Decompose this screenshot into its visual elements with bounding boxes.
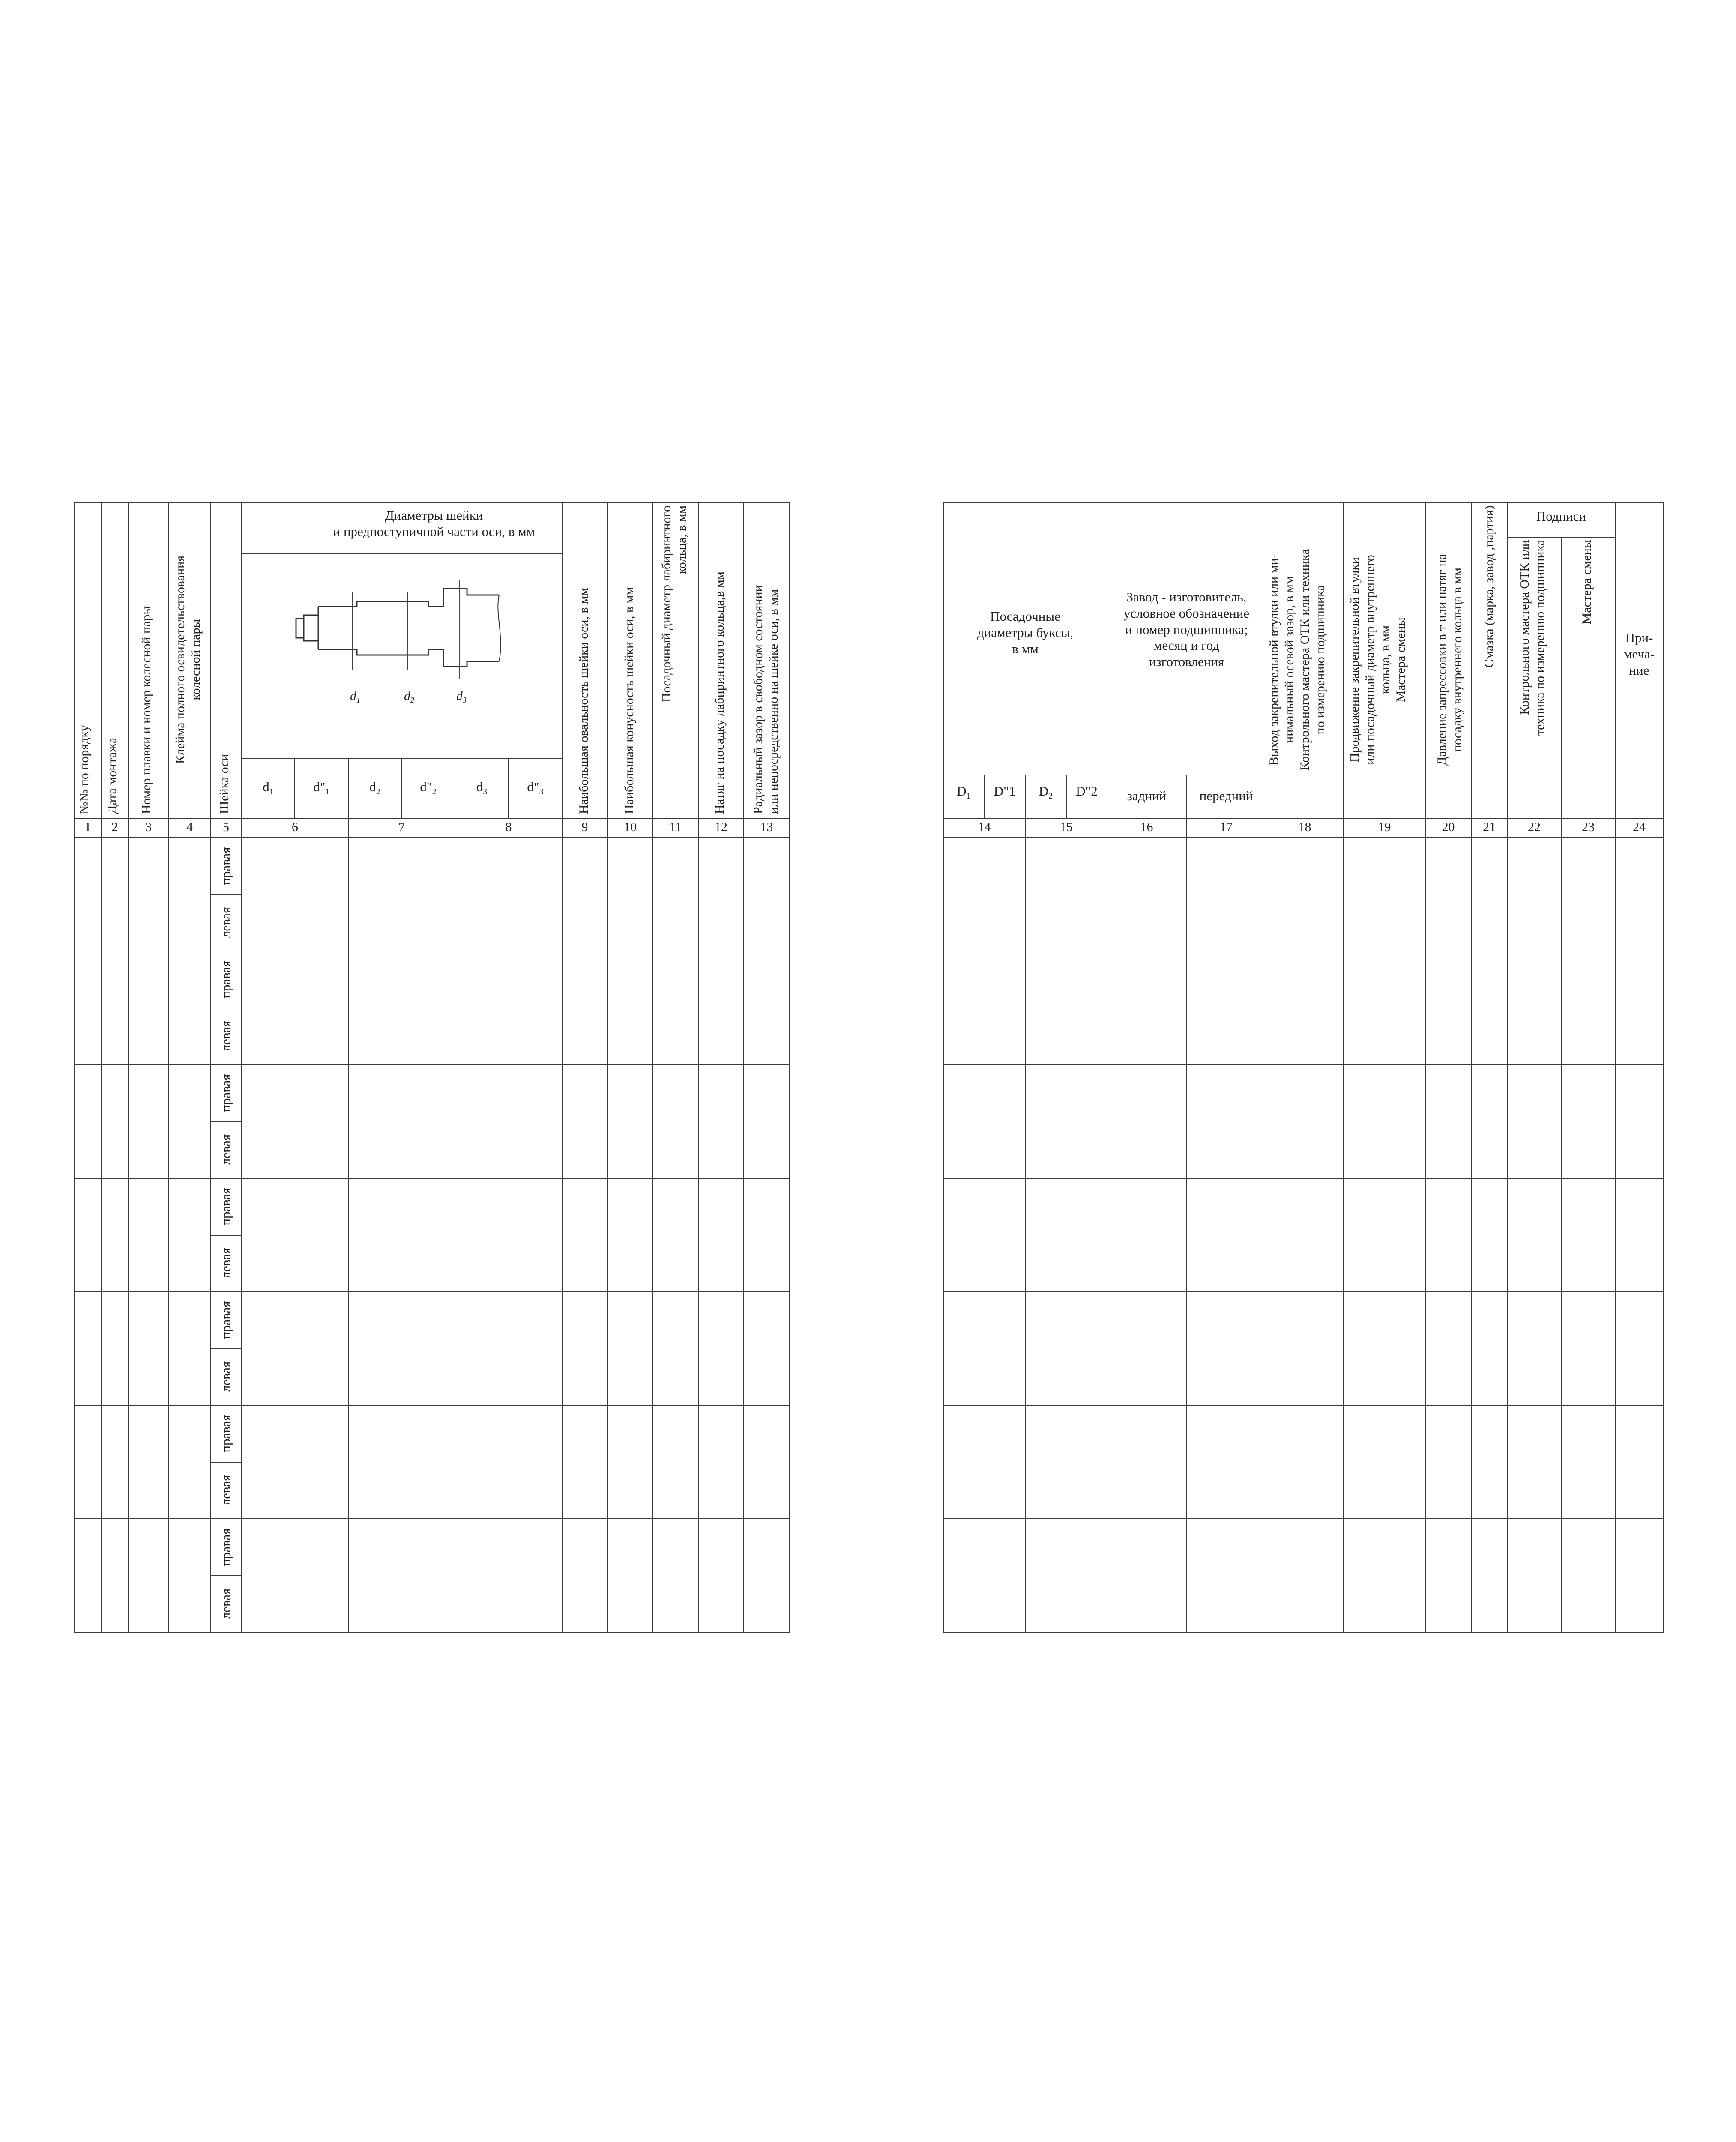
subcol-D1-dd: D"1: [994, 784, 1016, 799]
rule: [607, 502, 608, 1633]
side-right: правая: [218, 1301, 233, 1339]
rule: [943, 1178, 1664, 1179]
col-number: 9: [581, 820, 588, 834]
header-conicity: Наибольшая конусность шейки оси, в мм: [622, 587, 636, 814]
rule: [128, 502, 129, 1633]
side-left: левая: [218, 1475, 233, 1506]
rule: [652, 502, 653, 1633]
col-number: 8: [505, 820, 512, 834]
side-left: левая: [218, 1134, 233, 1165]
subcol-d2-dd: $d"_2$: [420, 779, 437, 797]
side-right: правая: [218, 960, 233, 999]
rule: [943, 1291, 1664, 1292]
right-page-table: [868, 0, 1736, 2142]
header-heat-number: Номер плавки и номер колесной пары: [139, 606, 153, 814]
side-right: правая: [218, 1188, 233, 1226]
subcol-d3-dd: $d"_3$: [527, 779, 544, 797]
header-ovality: Наибольшая овальность шейки оси, в мм: [577, 587, 591, 814]
col-number: 1: [84, 820, 91, 834]
diagram-label-d1: $d_1$: [350, 689, 360, 704]
rule: [74, 1178, 790, 1179]
header-manufacturer: Завод - изготовитель, условное обозначение и номер подшипника; месяц и год изготовления: [1123, 589, 1250, 670]
col-number: 4: [186, 820, 193, 834]
side-left: левая: [218, 1361, 233, 1392]
rule: [1425, 502, 1426, 1633]
table-border-bottom: [74, 1632, 790, 1633]
rule: [348, 758, 349, 1633]
table-border-right: [1663, 502, 1664, 1633]
header-press-pressure: Давление запрессовки в т или натяг на посадку внутреннего кольца в мм: [1435, 554, 1464, 766]
rule: [1561, 537, 1562, 1633]
side-left: левая: [218, 1248, 233, 1279]
rule: [101, 502, 102, 1633]
rule: [74, 818, 790, 819]
rule: [241, 758, 563, 759]
col-number: 21: [1483, 820, 1496, 834]
col-number: 22: [1528, 820, 1541, 834]
rule: [943, 818, 1664, 819]
table-border-left: [943, 502, 944, 1633]
rule: [1343, 502, 1344, 1633]
rule: [562, 502, 563, 1633]
col-number: 19: [1378, 820, 1391, 834]
header-labyrinth-diameter: Посадочный диаметр лабиринтного кольца, в мм: [659, 506, 689, 703]
header-shift-master-signature: Мастера смены: [1580, 540, 1594, 625]
col-number: 12: [715, 820, 727, 834]
header-front: передний: [1199, 788, 1253, 803]
header-note: При- меча- ние: [1623, 630, 1655, 678]
rule: [1507, 502, 1508, 1633]
rule: [943, 1405, 1664, 1406]
rule: [168, 502, 169, 1633]
table-border-left: [74, 502, 75, 1633]
rule: [698, 502, 699, 1633]
col-number: 5: [223, 820, 229, 834]
col-number: 17: [1220, 820, 1233, 834]
header-diameters: Диаметры шейки и предпоступичной части оси, в мм: [333, 508, 535, 539]
header-sleeve-exit: Выход закрепительной втулки или ми- нимальный осевой зазор, в мм Контрольного мастера ОТК или техника по измерению подшипника: [1267, 549, 1327, 771]
col-number: 14: [978, 820, 991, 834]
col-number: 3: [145, 820, 152, 834]
header-journal: Шейка оси: [217, 754, 231, 814]
rule: [74, 1518, 790, 1519]
subcol-d2: $d_2$: [369, 779, 380, 797]
subcol-d3: $d_3$: [476, 779, 488, 797]
col-number: 11: [669, 820, 682, 834]
subcol-d1: $d_1$: [263, 779, 274, 797]
side-left: левая: [218, 1588, 233, 1619]
col-number: 20: [1442, 820, 1455, 834]
header-mount-date: Дата монтажа: [105, 737, 119, 814]
table-border-bottom: [943, 1632, 1664, 1633]
side-left: левая: [218, 907, 233, 938]
header-grease: Смазка (марка, завод ,партия): [1482, 506, 1496, 668]
col-number: 23: [1582, 820, 1595, 834]
header-seating-diameters: Посадочные диаметры буксы, в мм: [977, 609, 1074, 656]
col-number: 13: [760, 820, 773, 834]
rule: [943, 837, 1664, 838]
rule: [943, 1064, 1664, 1065]
subcol-D2: $D_2$: [1039, 784, 1053, 801]
diagram-label-d2: $d_2$: [404, 689, 414, 704]
header-stamps: Клейма полного освидетельствования колесной пары: [173, 556, 203, 764]
rule: [74, 1291, 790, 1292]
col-number: 7: [398, 820, 405, 834]
rule: [1471, 502, 1472, 1633]
col-number: 6: [292, 820, 298, 834]
col-number: 2: [111, 820, 118, 834]
side-left: левая: [218, 1020, 233, 1052]
rule: [943, 1518, 1664, 1519]
rule: [210, 502, 211, 1633]
rule: [743, 502, 744, 1633]
diagram-label-d3: $d_3$: [456, 689, 467, 704]
header-order-number: №№ по порядку: [77, 725, 91, 814]
col-number: 10: [624, 820, 637, 834]
axle-journal-diagram: [242, 554, 562, 758]
header-radial-gap: Радиальный зазор в свободном состоянии или непосредственно на шейке оси, в мм: [751, 585, 781, 814]
rule: [74, 837, 790, 838]
table-border-top: [74, 502, 790, 503]
subcol-d1-dd: $d"_1$: [313, 779, 330, 797]
rule: [1025, 775, 1026, 1633]
col-number: 18: [1298, 820, 1311, 834]
side-right: правая: [218, 1074, 233, 1112]
header-sleeve-advance: Продвижение закрепительной втулки или посадочный диаметр внутреннего кольца, в мм Мастера смены: [1347, 555, 1408, 765]
table-border-right: [789, 502, 790, 1633]
table-border-top: [943, 502, 1664, 503]
subcol-D2-dd: D"2: [1076, 784, 1098, 799]
side-right: правая: [218, 1415, 233, 1453]
header-labyrinth-interference: Натяг на посадку лабиринтного кольца,в мм: [712, 571, 727, 814]
subcol-D1: $D_1$: [957, 784, 971, 801]
header-rear: задний: [1127, 788, 1167, 803]
rule: [74, 1064, 790, 1065]
side-right: правая: [218, 1528, 233, 1566]
side-right: правая: [218, 847, 233, 885]
col-number: 24: [1633, 820, 1646, 834]
col-number: 16: [1140, 820, 1153, 834]
rule: [1186, 775, 1187, 1633]
header-signatures: Подписи: [1536, 509, 1586, 524]
col-number: 15: [1060, 820, 1073, 834]
rule: [74, 1405, 790, 1406]
header-otk-signature: Контрольного мастера ОТК или техника по измерению подшипника: [1518, 540, 1547, 736]
